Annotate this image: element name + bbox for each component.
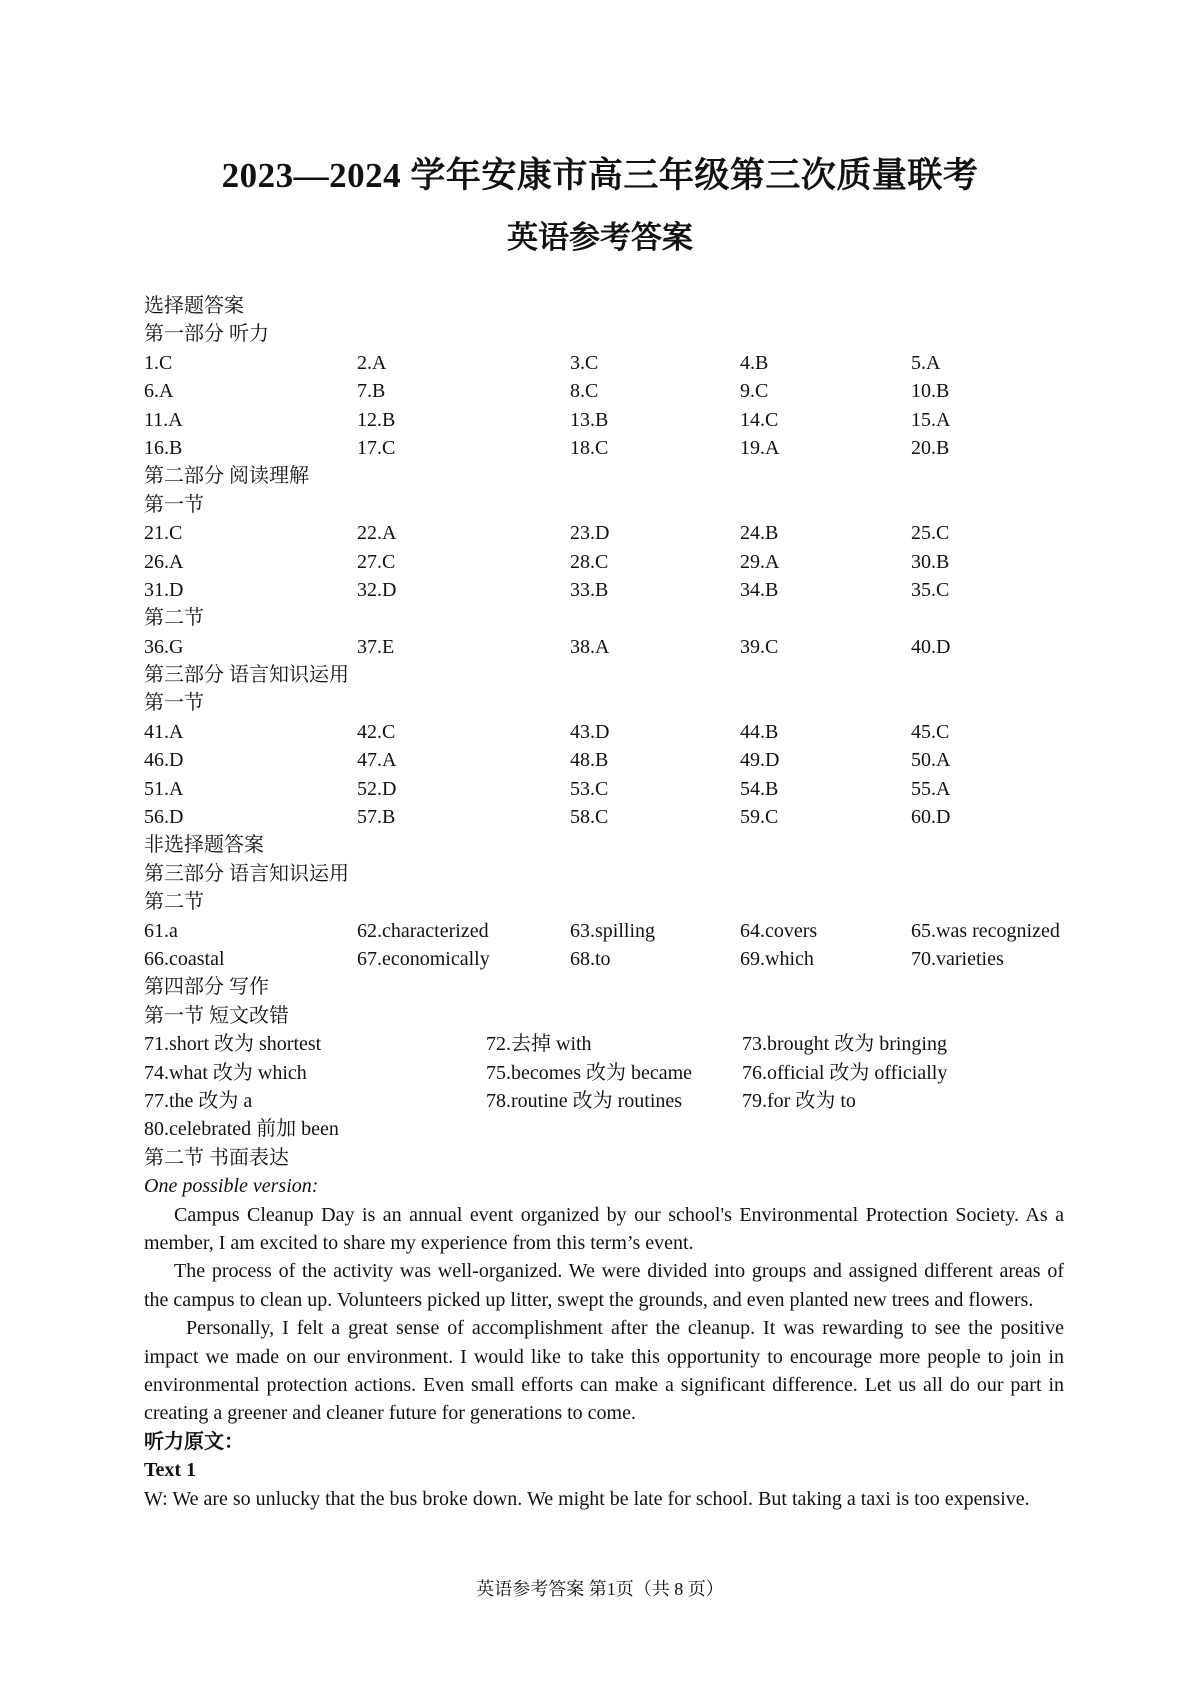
answer-row: [144, 775, 1064, 803]
part2-section1-heading: 第一节: [144, 493, 204, 516]
answer-cell: 29.A: [740, 550, 780, 573]
page-subtitle: 英语参考答案: [507, 220, 693, 255]
correction-cell: 72.去掉 with: [486, 1033, 592, 1056]
part3-section1-answers: [144, 718, 1064, 832]
answer-cell: 15.A: [911, 408, 951, 431]
correction-cell: [742, 1115, 1064, 1143]
answer-cell: 70.varieties: [911, 947, 1004, 970]
answer-row: [144, 633, 1064, 661]
part2-heading: 第二部分 阅读理解: [144, 465, 309, 488]
answer-cell: 22.A: [357, 522, 397, 545]
answer-cell: 6.A: [144, 380, 174, 403]
answer-cell: 28.C: [570, 550, 609, 573]
answer-cell: 47.A: [357, 749, 397, 772]
objective-heading: 选择题答案: [144, 295, 244, 317]
answer-cell: 61.a: [144, 919, 178, 942]
answer-cell: 58.C: [570, 806, 609, 829]
answer-cell: 45.C: [911, 720, 950, 743]
answer-cell: 13.B: [570, 408, 609, 431]
answer-cell: 34.B: [740, 578, 779, 601]
essay-paragraph-2: The process of the activity was well-organized. We were divided into groups and assigned different areas of the campus to clean up. Volunteers picked up litter, swept the grounds, and even planted new trees and flowers.: [144, 1260, 1064, 1311]
answer-cell: 8.C: [570, 380, 599, 403]
part1-heading: 第一部分 听力: [144, 323, 269, 346]
page-footer: 英语参考答案 第1页（共 8 页）: [476, 1579, 724, 1599]
answer-cell: 39.C: [740, 635, 779, 658]
answer-cell: 38.A: [570, 635, 610, 658]
correction-cell: 74.what 改为 which: [144, 1061, 307, 1084]
answer-cell: 60.D: [911, 806, 951, 829]
part3-section1-heading: 第一节: [144, 692, 204, 715]
answer-row: [144, 519, 1064, 547]
text1-heading: Text 1: [144, 1459, 197, 1482]
answer-cell: 57.B: [357, 806, 396, 829]
correction-cell: 77.the 改为 a: [144, 1089, 253, 1112]
answer-cell: 59.C: [740, 806, 779, 829]
correction-cell: 71.short 改为 shortest: [144, 1033, 322, 1056]
answer-row: [144, 434, 1064, 462]
answer-row: [144, 917, 1064, 945]
answer-cell: 1.C: [144, 351, 173, 374]
answer-cell: 10.B: [911, 380, 950, 403]
correction-cell: 79.for 改为 to: [742, 1089, 856, 1112]
error-correction-answers: [144, 1030, 1064, 1144]
correction-cell: 73.brought 改为 bringing: [742, 1033, 947, 1056]
answer-cell: 68.to: [570, 947, 611, 970]
answer-row: [144, 803, 1064, 831]
part1-answers: [144, 349, 1064, 463]
correction-cell: 75.becomes 改为 became: [486, 1061, 693, 1084]
essay-label: One possible version:: [144, 1175, 319, 1198]
answer-cell: 48.B: [570, 749, 609, 772]
answer-cell: 31.D: [144, 578, 184, 601]
answer-cell: 23.D: [570, 522, 610, 545]
part3b-section2-heading: 第二节: [144, 891, 204, 914]
correction-row: [144, 1115, 1064, 1143]
answer-row: [144, 718, 1064, 746]
answer-cell: 27.C: [357, 550, 396, 573]
correction-cell: 78.routine 改为 routines: [486, 1089, 683, 1112]
part4-heading: 第四部分 写作: [144, 976, 269, 999]
answer-cell: 17.C: [357, 436, 396, 459]
answer-cell: 52.D: [357, 777, 397, 800]
answer-row: [144, 576, 1064, 604]
answer-cell: 21.C: [144, 522, 183, 545]
answer-cell: 69.which: [740, 947, 814, 970]
answer-cell: 65.was recognized: [911, 919, 1060, 942]
answer-cell: 20.B: [911, 436, 950, 459]
part3b-section2-answers: [144, 917, 1064, 974]
part3b-heading: 第三部分 语言知识运用: [144, 862, 349, 885]
answer-cell: 14.C: [740, 408, 779, 431]
answer-row: [144, 548, 1064, 576]
subjective-heading: 非选择题答案: [144, 834, 264, 857]
transcript-heading: 听力原文：: [144, 1430, 244, 1453]
text1-line: W: We are so unlucky that the bus broke down. We might be late for school. But taking a taxi is too expensive.: [144, 1487, 1030, 1510]
answer-cell: 30.B: [911, 550, 950, 573]
correction-cell: 80.celebrated 前加 been: [144, 1118, 339, 1141]
answer-row: [144, 349, 1064, 377]
answer-cell: 42.C: [357, 720, 396, 743]
correction-cell: [486, 1115, 742, 1143]
answer-cell: 4.B: [740, 351, 769, 374]
answer-row: [144, 945, 1064, 973]
answer-cell: 44.B: [740, 720, 779, 743]
answer-cell: 16.B: [144, 436, 183, 459]
answer-content: [144, 292, 1064, 1513]
essay-paragraph-1: Campus Cleanup Day is an annual event organized by our school's Environmental Protection Society. As a member, I am excited to share my experience from this term’s event.: [144, 1203, 1064, 1254]
answer-cell: 55.A: [911, 777, 951, 800]
answer-cell: 40.D: [911, 635, 951, 658]
answer-cell: 18.C: [570, 436, 609, 459]
answer-row: [144, 406, 1064, 434]
answer-cell: 63.spilling: [570, 919, 656, 942]
answer-cell: 62.characterized: [357, 919, 489, 942]
answer-cell: 67.economically: [357, 947, 490, 970]
answer-cell: 9.C: [740, 380, 769, 403]
answer-cell: 46.D: [144, 749, 184, 772]
answer-cell: 11.A: [144, 408, 183, 431]
answer-cell: 51.A: [144, 777, 184, 800]
answer-cell: 36.G: [144, 635, 184, 658]
answer-cell: 33.B: [570, 578, 609, 601]
answer-cell: 26.A: [144, 550, 184, 573]
answer-cell: 19.A: [740, 436, 780, 459]
answer-cell: 41.A: [144, 720, 184, 743]
answer-cell: 35.C: [911, 578, 950, 601]
answer-cell: 37.E: [357, 635, 395, 658]
answer-cell: 3.C: [570, 351, 599, 374]
answer-cell: 64.covers: [740, 919, 818, 942]
part2-section2-answers: [144, 633, 1064, 661]
answer-cell: 32.D: [357, 578, 397, 601]
answer-cell: 24.B: [740, 522, 779, 545]
part3-heading: 第三部分 语言知识运用: [144, 664, 349, 687]
answer-cell: 12.B: [357, 408, 396, 431]
answer-cell: 2.A: [357, 351, 387, 374]
answer-cell: 43.D: [570, 720, 610, 743]
answer-cell: 54.B: [740, 777, 779, 800]
page-title: 2023—2024 学年安康市高三年级第三次质量联考: [221, 156, 979, 195]
answer-cell: 66.coastal: [144, 947, 225, 970]
answer-cell: 7.B: [357, 380, 386, 403]
correction-row: [144, 1059, 1064, 1087]
answer-cell: 25.C: [911, 522, 950, 545]
part4-section1-heading: 第一节 短文改错: [144, 1004, 289, 1027]
correction-row: [144, 1087, 1064, 1115]
part4-section2-heading: 第二节 书面表达: [144, 1146, 289, 1169]
correction-row: [144, 1030, 1064, 1058]
answer-cell: 56.D: [144, 806, 184, 829]
answer-cell: 5.A: [911, 351, 941, 374]
answer-cell: 50.A: [911, 749, 951, 772]
part2-section1-answers: [144, 519, 1064, 604]
essay-paragraph-3: Personally, I felt a great sense of accomplishment after the cleanup. It was rewarding to see the positive impact we made on our environment. I would like to take this opportunity to encourage more people to join in environmental protection actions. Even small efforts can make a significant difference. Let us all do our part in creating a greener and cleaner future for generations to come.: [144, 1317, 1064, 1425]
answer-cell: 53.C: [570, 777, 609, 800]
correction-cell: 76.official 改为 officially: [742, 1061, 948, 1084]
answer-row: [144, 377, 1064, 405]
part2-section2-heading: 第二节: [144, 607, 204, 630]
answer-row: [144, 746, 1064, 774]
answer-cell: 49.D: [740, 749, 780, 772]
